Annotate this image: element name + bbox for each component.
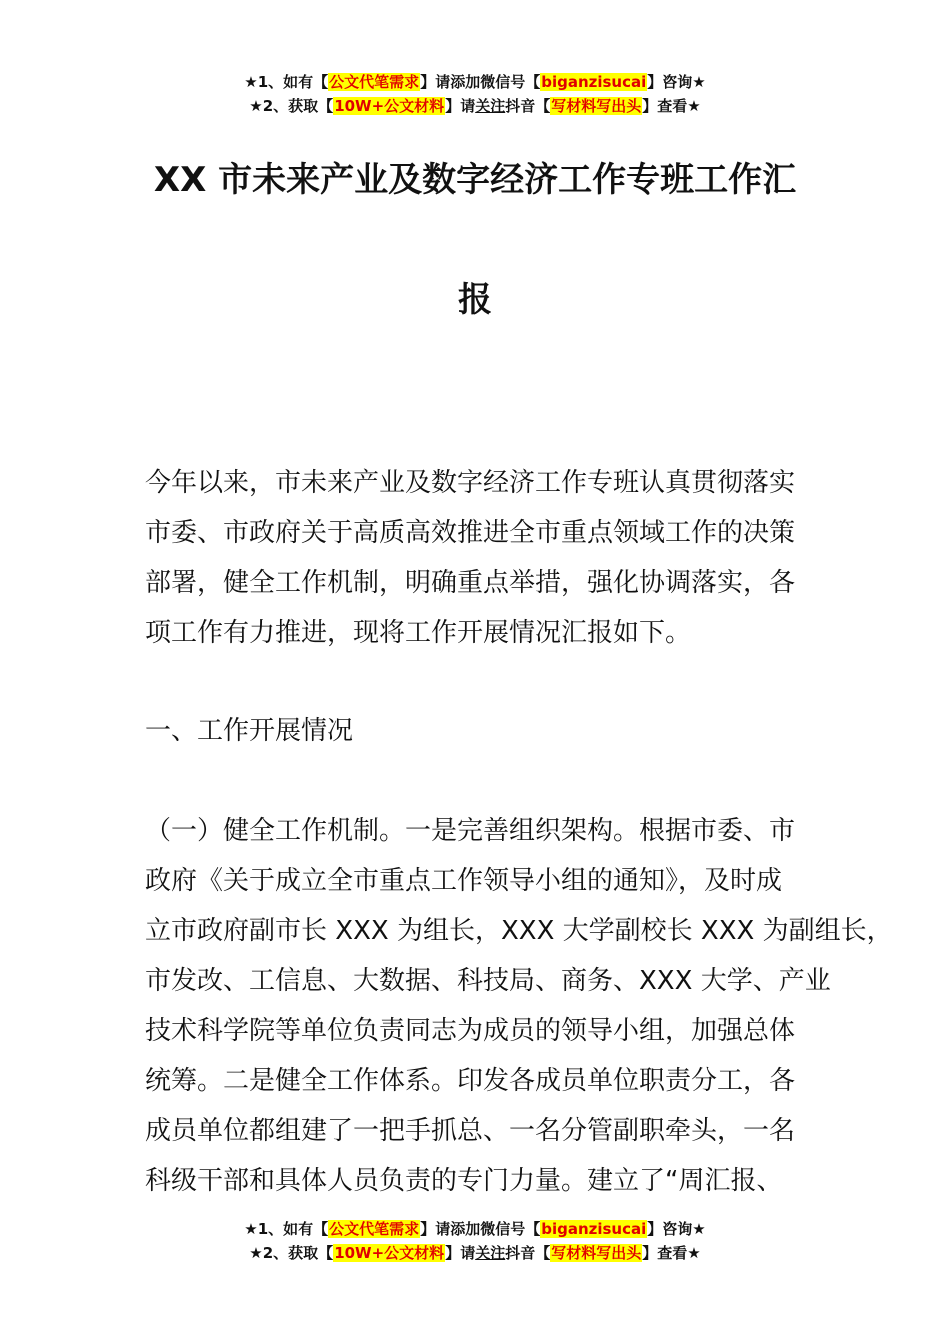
banner-line-2 [0,1241,950,1265]
banner-text: 】查看★ [642,97,701,115]
banner-highlight: 10W+公文材料 [334,1244,445,1262]
paragraph-line: 项工作有力推进，现将工作开展情况汇报如下。 [145,618,692,648]
banner-text: 抖音【 [505,97,551,115]
document-title-line-1: XX 市未来产业及数字经济工作专班工作汇 [153,160,797,200]
banner-text: ★1、如有【 [244,1220,329,1238]
banner-line-2 [0,94,950,118]
banner-highlight: 公文代笔需求 [329,73,420,91]
banner-highlight: 10W+公文材料 [334,97,445,115]
banner-text: 】咨询★ [647,73,706,91]
banner-highlight: biganzisucai [541,73,647,91]
paragraph-line: 市发改、工信息、大数据、科技局、商务、XXX 大学、产业 [145,966,831,996]
banner-text: 】请 [445,1244,476,1262]
banner-line-1 [0,70,950,94]
top-banner [0,70,950,118]
banner-text: 】请添加微信号【 [420,73,541,91]
banner-text: 】请 [445,97,476,115]
paragraph-line: 统筹。二是健全工作体系。印发各成员单位职责分工，各 [145,1066,796,1096]
banner-underlined: 关注 [475,1244,506,1262]
paragraph-line: （一）健全工作机制。一是完善组织架构。根据市委、市 [145,816,796,846]
banner-highlight: 公文代笔需求 [329,1220,420,1238]
banner-text: ★1、如有【 [244,73,329,91]
document-title-line-2: 报 [458,280,492,320]
paragraph-line: 今年以来，市未来产业及数字经济工作专班认真贯彻落实 [145,468,796,498]
banner-underlined: 关注 [475,97,506,115]
paragraph-line: 技术科学院等单位负责同志为成员的领导小组，加强总体 [145,1016,796,1046]
banner-text: ★2、获取【 [249,1244,334,1262]
section-heading [145,706,835,756]
banner-text: 】请添加微信号【 [420,1220,541,1238]
banner-highlight: biganzisucai [541,1220,647,1238]
paragraph-line: 科级干部和具体人员负责的专门力量。建立了“周汇报、 [145,1166,783,1196]
bottom-banner [0,1217,950,1265]
banner-text: 抖音【 [505,1244,551,1262]
paragraph-line: 成员单位都组建了一把手抓总、一名分管副职牵头，一名 [145,1116,796,1146]
banner-line-1 [0,1217,950,1241]
banner-text: 】咨询★ [647,1220,706,1238]
paragraph-line: 立市政府副市长 XXX 为组长，XXX 大学副校长 XXX 为副组长， [145,916,893,946]
banner-text: ★2、获取【 [249,97,334,115]
section-paragraph [145,806,893,1206]
paragraph-line: 政府《关于成立全市重点工作领导小组的通知》，及时成 [145,866,783,896]
banner-text: 】查看★ [642,1244,701,1262]
intro-paragraph [145,458,835,658]
banner-highlight: 写材料写出头 [551,1244,642,1262]
banner-highlight: 写材料写出头 [551,97,642,115]
section-heading-text: 一、工作开展情况 [145,716,354,746]
paragraph-line: 部署，健全工作机制，明确重点举措，强化协调落实，各 [145,568,796,598]
paragraph-line: 市委、市政府关于高质高效推进全市重点领域工作的决策 [145,518,796,548]
